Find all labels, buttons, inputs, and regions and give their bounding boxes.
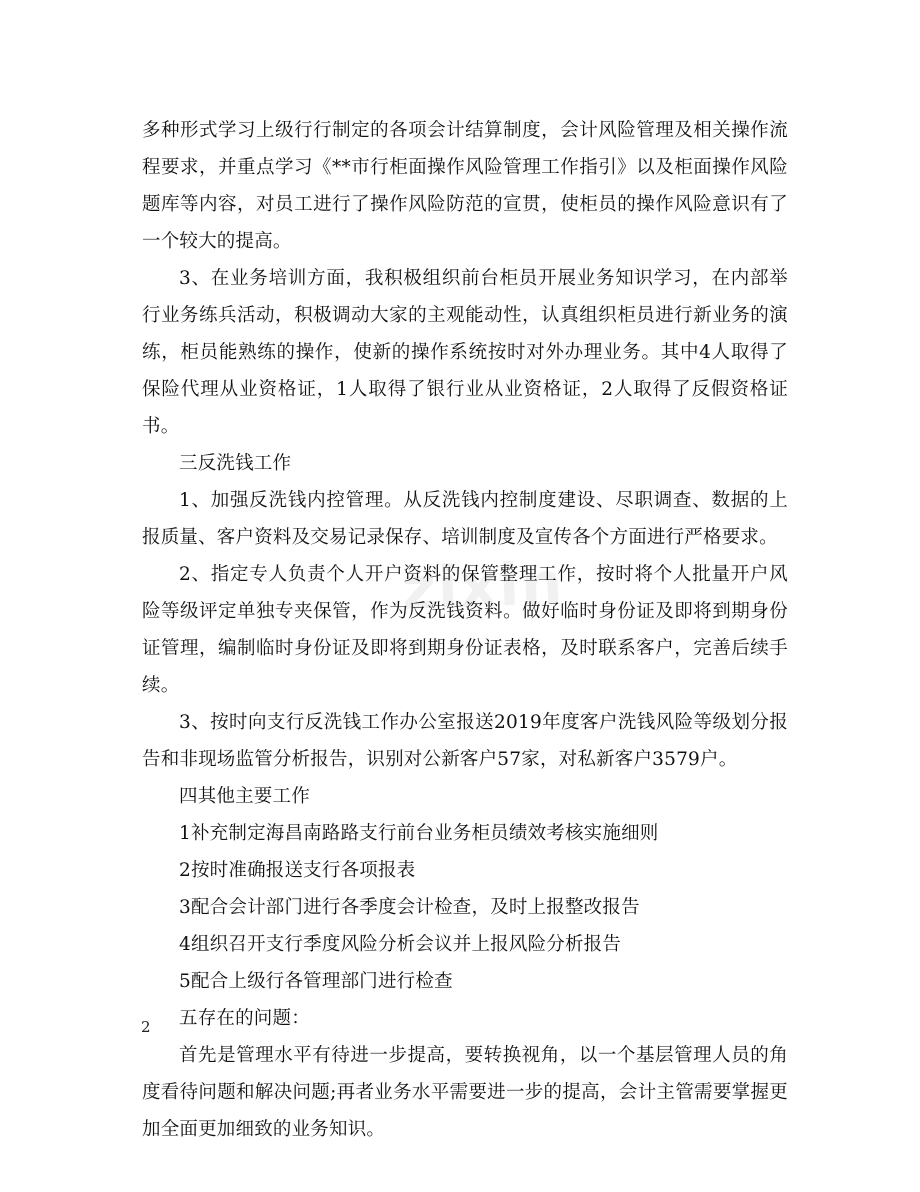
section-heading-anti-money-laundering: 三反洗钱工作 [179, 453, 292, 474]
list-item-other-work-3: 3配合会计部门进行各季度会计检查，及时上报整改报告 [179, 897, 640, 918]
list-item-other-work-4: 4组织召开支行季度风险分析会议并上报风险分析报告 [179, 934, 622, 955]
paragraph-aml-account-records: 2、指定专人负责个人开户资料的保管整理工作，按时将个人批量开户风险等级评定单独专夹保管，作为反洗钱资料。做好临时身份证及即将到期身份证管理，编制临时身份证及即将到期身份证表格，及时联系客户，完善后续手续。 [142, 564, 788, 696]
paragraph-training-continued: 多种形式学习上级行行制定的各项会计结算制度，会计风险管理及相关操作流程要求，并重点学习《**市行柜面操作风险管理工作指引》以及柜面操作风险题库等内容，对员工进行了操作风险防范的宣贯，使柜员的操作风险意识有了一个较大的提高。 [142, 120, 788, 252]
paragraph-aml-internal-control: 1、加强反洗钱内控管理。从反洗钱内控制度建设、尽职调查、数据的上报质量、客户资料及交易记录保存、培训制度及宣传各个方面进行严格要求。 [142, 490, 788, 548]
list-item-other-work-2: 2按时准确报送支行各项报表 [179, 860, 416, 881]
list-item-other-work-5: 5配合上级行各管理部门进行检查 [179, 971, 453, 992]
page-number: 2 [141, 1018, 151, 1036]
watermark: zixin [400, 549, 566, 623]
document-body [142, 112, 788, 1148]
paragraph-aml-reporting: 3、按时向支行反洗钱工作办公室报送2019年度客户洗钱风险等级划分报告和非现场监管分析报告，识别对公新客户57家，对私新客户3579户。 [142, 712, 788, 770]
paragraph-problems: 首先是管理水平有待进一步提高，要转换视角，以一个基层管理人员的角度看待问题和解决问题;再者业务水平需要进一步的提高，会计主管需要掌握更加全面更加细致的业务知识。 [142, 1045, 788, 1140]
section-heading-problems: 五存在的问题： [179, 1008, 310, 1029]
paragraph-business-training: 3、在业务培训方面，我积极组织前台柜员开展业务知识学习，在内部举行业务练兵活动，积极调动大家的主观能动性，认真组织柜员进行新业务的演练，柜员能熟练的操作，使新的操作系统按时对外办理业务。其中4人取得了保险代理从业资格证，1人取得了银行业从业资格证，2人取得了反假资格证书。 [142, 268, 788, 437]
section-heading-other-work: 四其他主要工作 [179, 786, 310, 807]
list-item-other-work-1: 1补充制定海昌南路路支行前台业务柜员绩效考核实施细则 [179, 823, 659, 844]
